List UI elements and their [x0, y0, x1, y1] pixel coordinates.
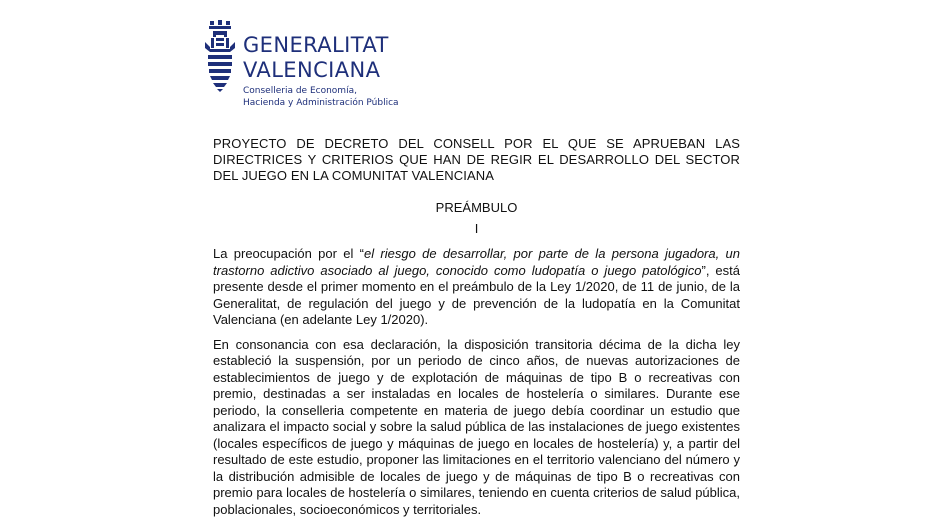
generalitat-wordmark — [243, 33, 389, 83]
section-number: I — [474, 221, 479, 236]
paragraph-1-before: La preocupación por el “ — [213, 246, 364, 261]
paragraph-2: En consonancia con esa declaración, la disposición transitoria décima de la dicha ley estableció la suspensión, por un periodo de cinco años, de nuevas autorizaciones de establecimientos de juego y de explotación de máquinas de tipo B o recreativas con premio, destinadas a ser instaladas en locales de hostelería o similares. Durante ese periodo, la conselleria competente en materia de juego debía coordinar un estudio que analizara el impacto social y sobre la salud pública de las instalaciones de juego existentes (locales específicos de juego y máquinas de juego en locales de hostelería) y, a partir del resultado de este estudio, proponer las limitaciones en el territorio valenciano del número y la distribución admisible de locales de juego y de máquinas de tipo B o recreativas con premio para locales de hostelería o similares, teniendo en cuenta criterios de salud pública, poblacionales, socioeconómicos y territoriales. — [213, 336, 740, 517]
department-line-2: Hacienda y Administración Pública — [243, 97, 399, 108]
document-title: PROYECTO DE DECRETO DEL CONSELL POR EL QUE SE APRUEBAN LAS DIRECTRICES Y CRITERIOS QUE HAN DE REGIR EL DESARROLLO DEL SECTOR DEL JUEGO EN LA COMUNITAT VALENCIANA — [213, 136, 740, 183]
department-line-1: Conselleria de Economía, — [243, 86, 357, 96]
logo-line-2: VALENCIANA — [243, 58, 381, 82]
paragraph-1-quote: el riesgo de desarrollar, por parte de la persona jugadora, un trastorno adictivo asociado al juego, conocido como ludopatía o juego patológico — [213, 246, 740, 278]
coat-of-arms-icon — [205, 20, 235, 92]
logo-line-1: GENERALITAT — [243, 33, 389, 57]
department-name — [243, 86, 399, 109]
section-heading: PREÁMBULO — [435, 200, 518, 215]
paragraph-1-after: ”, está presente desde el primer momento en el preámbulo de la Ley 1/2020, de 11 de junio, de la Generalitat, de regulación del juego y de prevención de la ludopatía en la Comunitat Valenciana (en adelante Ley 1/2020). — [213, 262, 741, 327]
document-body — [213, 136, 740, 518]
generalitat-logo — [205, 20, 465, 110]
paragraph-1 — [213, 246, 740, 329]
